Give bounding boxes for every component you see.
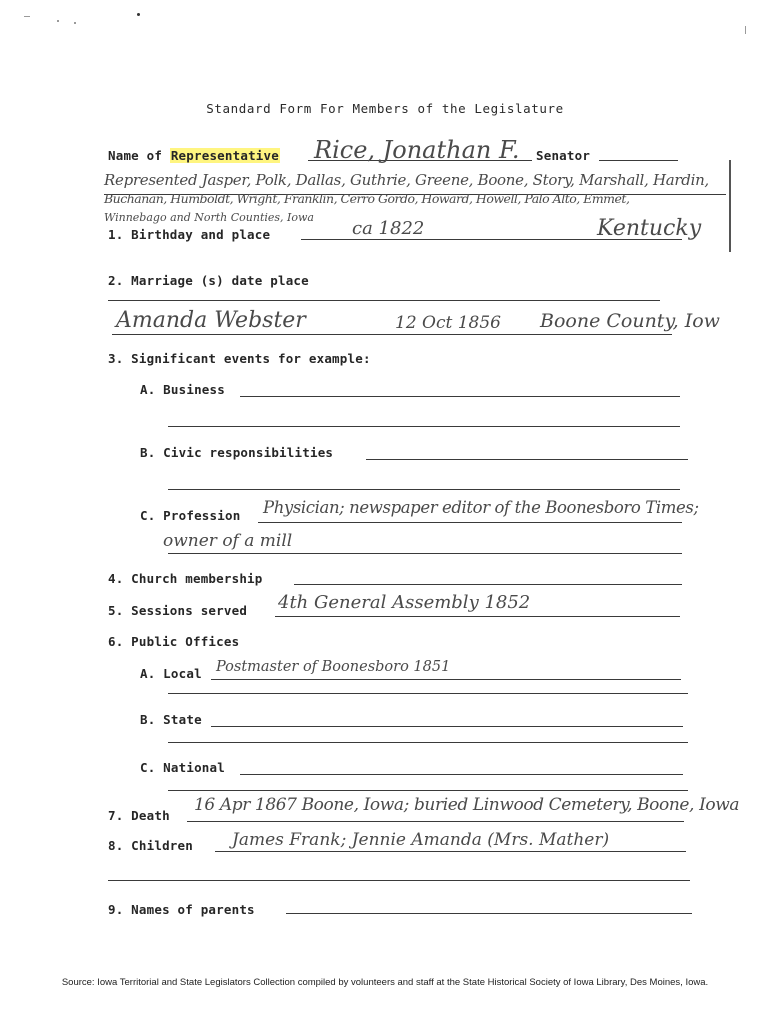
events-label: 3. Significant events for example: [108,351,371,366]
scan-speck [57,20,59,22]
scan-speck [24,16,30,17]
death-line [187,821,684,822]
children-line-2 [108,880,690,881]
scan-speck [137,13,140,16]
profession-label: C. Profession [140,508,241,523]
civic-label: B. Civic responsibilities [140,445,334,460]
birthday-label: 1. Birthday and place [108,227,271,242]
national-line-2 [168,790,688,791]
name-label [108,148,280,163]
birthday-place: Kentucky [597,216,702,241]
represented-line-2: Buchanan, Humboldt, Wright, Franklin, Cerro Gordo, Howard, Howell, Palo Alto, Emmet, [104,191,630,206]
name-value: Rice, Jonathan F. [314,136,520,164]
marriage-label: 2. Marriage (s) date place [108,273,309,288]
local-line-1 [211,679,681,680]
parents-label: 9. Names of parents [108,902,255,917]
church-line [294,584,682,585]
birthday-date: ca 1822 [352,218,425,239]
marriage-spouse: Amanda Webster [116,308,306,333]
state-line-1 [211,726,683,727]
civic-line-1 [366,459,688,460]
sessions-value: 4th General Assembly 1852 [278,592,531,613]
sessions-line [275,616,680,617]
scan-speck [74,22,76,24]
national-line-1 [240,774,683,775]
children-label: 8. Children [108,838,193,853]
business-label: A. Business [140,382,225,397]
death-value: 16 Apr 1867 Boone, Iowa; buried Linwood Cemetery, Boone, Iowa [194,795,740,815]
national-label: C. National [140,760,225,775]
represented-line-3: Winnebago and North Counties, Iowa [104,211,314,224]
representative-highlight: Representative [170,148,279,163]
civic-line-2 [168,489,680,490]
marriage-line-1 [108,300,660,301]
marriage-place: Boone County, Iow [540,310,720,332]
business-line-1 [240,396,680,397]
local-label: A. Local [140,666,202,681]
state-label: B. State [140,712,202,727]
profession-line-1 [258,522,682,523]
profession-value-2: owner of a mill [163,531,293,551]
church-label: 4. Church membership [108,571,263,586]
death-label: 7. Death [108,808,170,823]
senator-line [599,160,678,161]
form-title: Standard Form For Members of the Legislature [206,101,564,116]
sessions-label: 5. Sessions served [108,603,248,618]
profession-line-2 [168,553,682,554]
children-line-1 [215,851,686,852]
parents-line [286,913,692,914]
margin-bracket [729,160,731,252]
children-value: James Frank; Jennie Amanda (Mrs. Mather) [232,830,610,850]
profession-value-1: Physician; newspaper editor of the Boonesboro Times; [263,498,699,517]
scan-edge-mark [745,26,746,34]
business-line-2 [168,426,680,427]
senator-label: Senator [536,148,591,163]
offices-label: 6. Public Offices [108,634,240,649]
name-label-prefix: Name of [108,148,163,163]
state-line-2 [168,742,688,743]
marriage-date: 12 Oct 1856 [395,313,501,333]
marriage-line-2 [112,334,672,335]
local-value: Postmaster of Boonesboro 1851 [216,659,451,675]
local-line-2 [168,693,688,694]
represented-line-1: Represented Jasper, Polk, Dallas, Guthrie, Greene, Boone, Story, Marshall, Hardin, [104,171,709,189]
source-caption: Source: Iowa Territorial and State Legislators Collection compiled by volunteers and staff at the State Historical Society of Iowa Library, Des Moines, Iowa. [61,977,709,988]
